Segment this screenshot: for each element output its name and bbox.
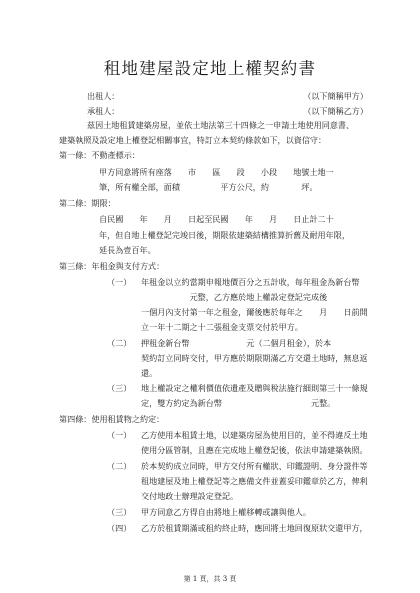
- page-number: 第 1 頁，共 3 頁: [183, 575, 237, 583]
- article-1-heading: 第一條：不動產標示：: [59, 150, 140, 160]
- article-3-item-line: 還。: [141, 368, 158, 378]
- article-4-item-line: 使用分區管制，且應在完成地上權登記後，依法申請建築執照。: [141, 445, 368, 455]
- article-2-line: 自民國 年 月 日起至民國 年 月 日止計二十: [99, 214, 334, 224]
- document-title: 租地建屋設定地上權契約書: [103, 59, 317, 78]
- lessor-note: （以下簡稱甲方）: [303, 91, 368, 101]
- article-1-line: 筆，所有權全部，面積 平方公尺，約 坪。: [99, 182, 318, 192]
- article-3-item-line: 定，雙方約定為新台幣 元整。: [141, 398, 336, 408]
- article-4-item-line: 甲方同意乙方得自由將地上權移轉或讓與他人。: [141, 507, 311, 517]
- article-4-item-number: （三）: [107, 507, 132, 517]
- article-4-item-line: 交付地政士辦理設定登記。: [141, 491, 239, 501]
- article-4-item-line: 乙方使用本租賃土地，以建築房屋為使用目的，並不得違反土地: [141, 430, 368, 440]
- lessor-label: 出租人：: [87, 91, 120, 101]
- article-4-item-number: （二）: [107, 461, 132, 471]
- intro-line: 茲因土地租賃建築房屋，並依土地法第三十四條之一申請土地使用同意書、: [87, 120, 355, 130]
- article-3-item-line: 押租金新台幣 元（二個月租金），於本: [141, 338, 332, 348]
- article-3-item-number: （二）: [107, 338, 132, 348]
- article-4-item-number: （一）: [107, 430, 132, 440]
- article-3-item-line: 年租金以立約當期申報地價百分之五計收，每年租金為新台幣: [141, 277, 360, 287]
- article-3-item-line: 元整，乙方應於地上權設定登記完成後: [141, 292, 328, 302]
- article-4-item-line: 乙方於租賃期滿或租約終止時，應回將土地回復原狀交還甲方，: [141, 523, 368, 533]
- article-3-item-line: 地上權設定之權利價值依遺產及贈與稅法施行細則第三十一條規: [141, 383, 368, 393]
- lessee-note: （以下簡稱乙方）: [303, 106, 368, 116]
- article-4-item-line: 於本契約成立同時，甲方交付所有權狀、印鑑證明、身分證件等: [141, 461, 368, 471]
- lessee-label: 承租人：: [87, 106, 120, 116]
- article-4-item-number: （四）: [107, 523, 132, 533]
- article-3-item-line: 一個月內支付第一年之租金，爾後應於每年之 月 日前開: [141, 307, 368, 317]
- article-4-item-line: 租地建屋及地上權登記等之應備文件並蓋妥印鑑章於乙方，俾利: [141, 476, 368, 486]
- article-3-item-number: （三）: [107, 383, 132, 393]
- article-2-line: 年，但自地上權登記完竣日後，期限依建築結構推算折舊及耐用年限，: [99, 230, 350, 240]
- article-3-item-number: （一）: [107, 277, 132, 287]
- article-4-heading: 第四條：使用租賃物之約定：: [59, 414, 165, 424]
- article-1-line: 甲方同意將所有座落 市 區 段 小段 地號土地一: [99, 167, 334, 177]
- intro-line: 建築執照及設定地上權登記相關事宜，特訂立本契約條款如下，以資信守：: [59, 135, 327, 145]
- article-3-item-line: 契約訂立同時交付，甲方應於期限期滿乙方交還土地時，無息返: [141, 353, 368, 363]
- article-3-item-line: 立一年十二期之十二張租金支票交付於甲方。: [141, 322, 303, 332]
- article-3-heading: 第三條：年租金與支付方式：: [59, 261, 165, 271]
- article-2-heading: 第二條：期限：: [59, 198, 116, 208]
- article-2-line: 延長為壹百年。: [99, 245, 156, 255]
